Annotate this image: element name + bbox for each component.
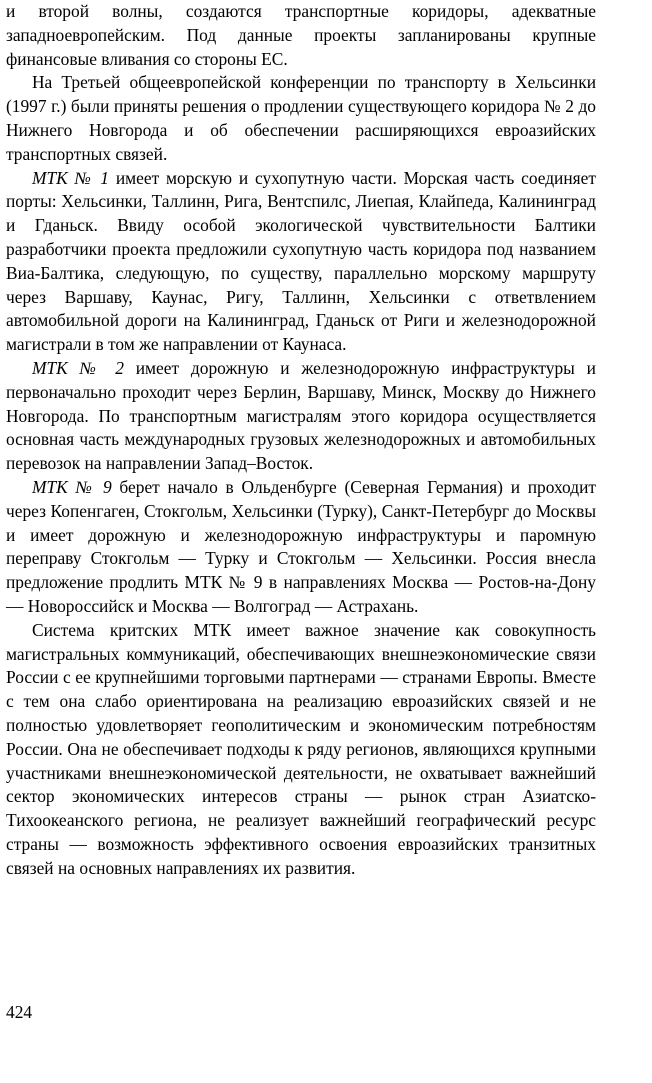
paragraph-helsinki-conference bbox=[6, 71, 596, 166]
paragraph-text: имеет морскую и сухопутную части. Морская часть соединяет порты: Хельсинки, Таллинн, Рига, Вентспилс, Лиепая, Клайпеда, Калининград и Гданьск. Ввиду особой экологической чувствительности Балтики разработчики проекта предложили сухопутную часть коридора под названием Виа-Балтика, следующую, по существу, параллельно морскому маршруту через Варшаву, Каунас, Ригу, Таллинн, Хельсинки с ответвлением автомобильной дороги на Калининград, Гданьск от Риги и железнодорожной магистрали в том же направлении от Каунаса. bbox=[6, 167, 596, 355]
corridor-2-label: МТК № 2 bbox=[32, 357, 124, 378]
paragraph-corridor-1 bbox=[6, 167, 596, 357]
paragraph-system-assessment bbox=[6, 619, 596, 881]
paragraph-text: Система критских МТК имеет важное значение как совокупность магистральных коммуникаций, обеспечивающих внешнеэкономические связи России с ее крупнейшими торговыми партнерами — странами Европы. Вместе с тем она слабо ориентирована на реализацию евроазийских связей и не полностью удовлетворяет геополитическим и экономическим потребностям России. Она не обеспечивает подходы к ряду регионов, являющихся крупными участниками внешнеэкономической деятельности, не охватывает важнейший сектор экономических интересов страны — рынок стран Азиатско-Тихоокеанского региона, не реализует важнейший географический ресурс страны — возможность эффективного освоения евроазийских транзитных связей на основных направлениях их развития. bbox=[6, 619, 596, 878]
corridor-9-label: МТК № 9 bbox=[32, 476, 112, 497]
paragraph-text: На Третьей общеевропейской конференции по транспорту в Хельсинки (1997 г.) были приняты решения о продлении существующего коридора № 2 до Нижнего Новгорода и об обеспечении расширяющихся евроазийских транспортных связей. bbox=[6, 72, 596, 164]
page-number: 424 bbox=[6, 1002, 33, 1022]
paragraph-continuation bbox=[6, 0, 596, 71]
paragraph-corridor-9 bbox=[6, 476, 596, 619]
paragraph-corridor-2 bbox=[6, 357, 596, 476]
corridor-1-label: МТК № 1 bbox=[32, 167, 109, 188]
paragraph-text: и второй волны, создаются транспортные коридоры, адекватные западноевропейским. Под данные проекты запланированы крупные финансовые вливания со стороны ЕС. bbox=[6, 1, 596, 69]
page-body bbox=[6, 0, 596, 880]
paragraph-text: берет начало в Ольденбурге (Северная Германия) и проходит через Копенгаген, Стокгольм, Хельсинки (Турку), Санкт-Петербург до Москвы и имеет дорожную и железнодорожную инфраструктуры и паромную переправу Стокгольм — Турку и Стокгольм — Хельсинки. Россия внесла предложение продлить МТК № 9 в направлениях Москва — Ростов-на-Дону — Новороссийск и Москва — Волгоград — Астрахань. bbox=[6, 476, 597, 616]
paragraph-text: имеет дорожную и железнодорожную инфраструктуры и первоначально проходит через Берлин, Варшаву, Минск, Москву до Нижнего Новгорода. По транспортным магистралям этого коридора осуществляется основная часть международных грузовых железнодорожных и автомобильных перевозок на направлении Запад–Восток. bbox=[6, 357, 596, 474]
